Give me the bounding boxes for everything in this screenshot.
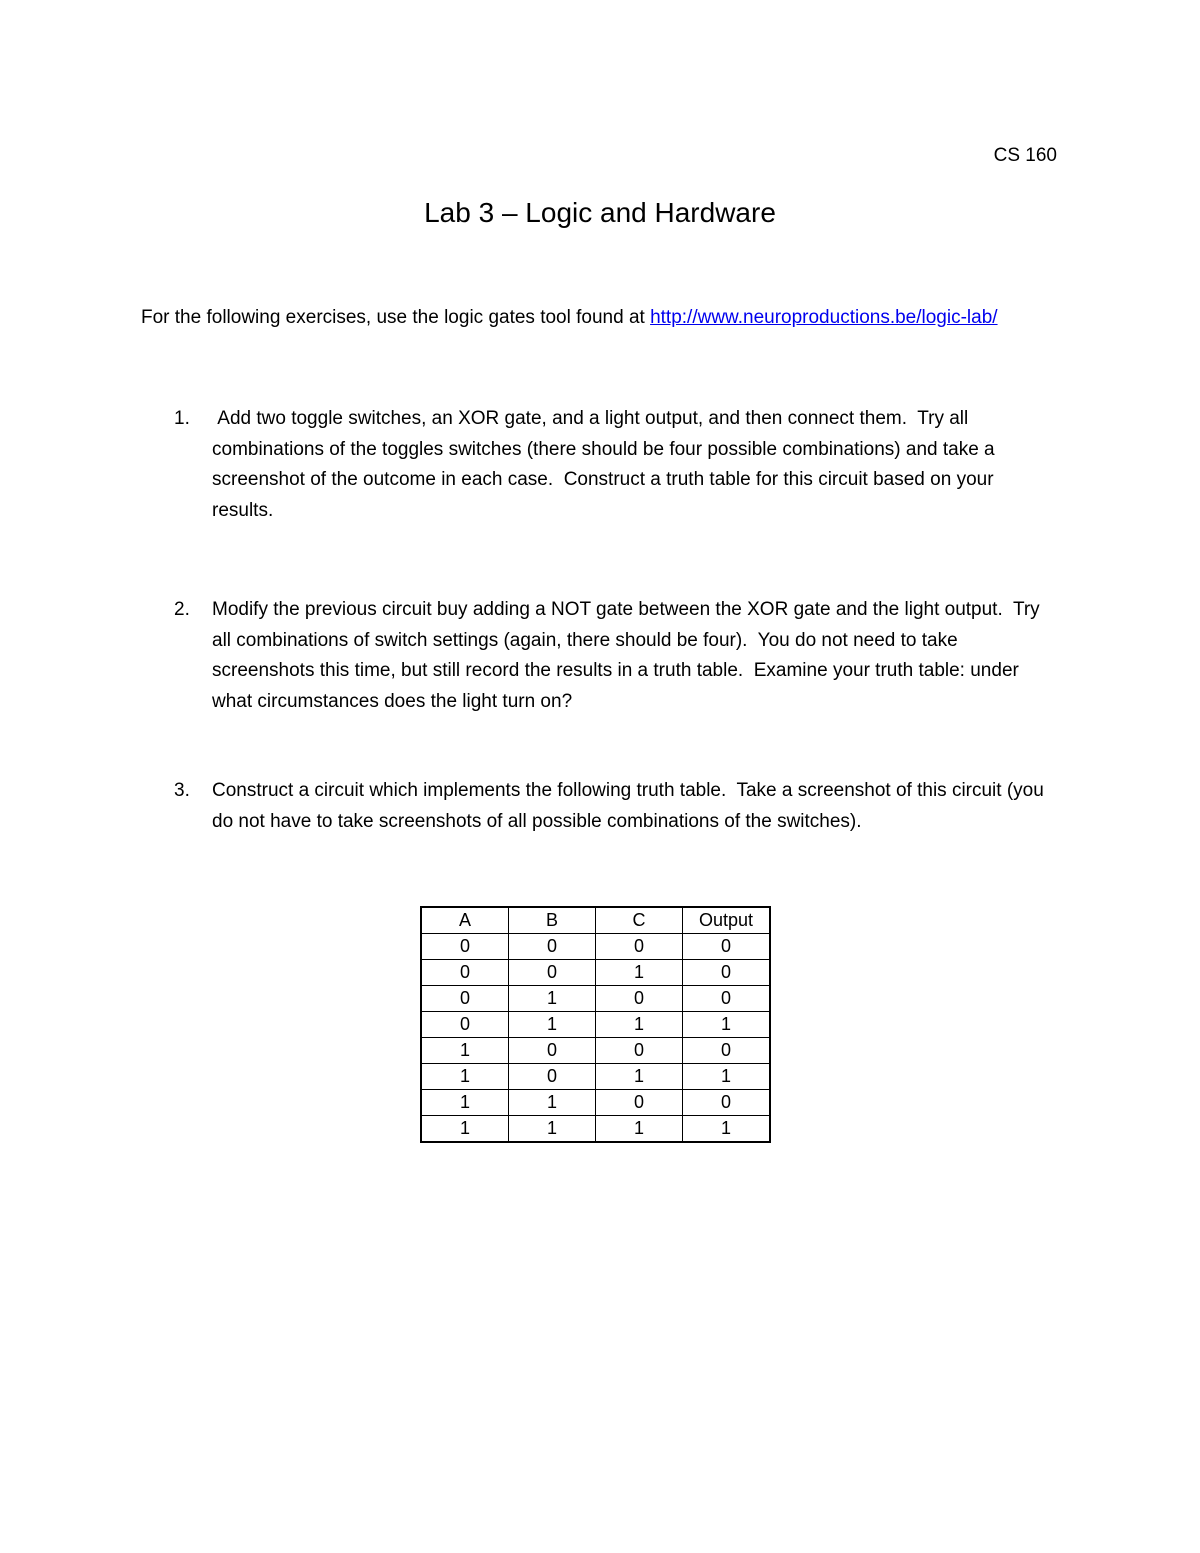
table-row	[421, 1116, 770, 1143]
table-cell: 1	[421, 1064, 509, 1090]
table-cell: 0	[509, 934, 596, 960]
table-cell: 0	[509, 1064, 596, 1090]
intro-paragraph	[141, 305, 1081, 331]
table-cell: 0	[596, 934, 683, 960]
table-cell: 0	[509, 960, 596, 986]
table-cell: 1	[509, 1090, 596, 1116]
table-cell: 1	[683, 1012, 771, 1038]
table-cell: 0	[683, 986, 771, 1012]
table-cell: 0	[596, 1090, 683, 1116]
table-row	[421, 1012, 770, 1038]
table-cell: 1	[596, 960, 683, 986]
column-header-b: B	[509, 907, 596, 934]
table-row	[421, 934, 770, 960]
table-cell: 0	[683, 934, 771, 960]
table-cell: 1	[509, 1116, 596, 1143]
table-cell: 0	[421, 934, 509, 960]
table-cell: 0	[683, 1038, 771, 1064]
table-row	[421, 1038, 770, 1064]
column-header-output: Output	[683, 907, 771, 934]
exercise-number: 2.	[174, 599, 190, 620]
table-cell: 1	[683, 1064, 771, 1090]
table-cell: 1	[421, 1116, 509, 1143]
table-cell: 0	[421, 960, 509, 986]
table-cell: 1	[421, 1090, 509, 1116]
table-row	[421, 986, 770, 1012]
table-cell: 0	[683, 960, 771, 986]
exercise-text: Add two toggle switches, an XOR gate, and a light output, and then connect them. Try all combinations of the toggles switches (there should be four possible combinations) and take a screenshot of the outcome in each case. Construct a truth table for this circuit based on your results.	[212, 408, 1000, 521]
table-cell: 1	[683, 1116, 771, 1143]
exercise-number: 3.	[174, 780, 190, 801]
exercise-2	[174, 595, 1054, 717]
table-row	[421, 1090, 770, 1116]
exercise-text: Construct a circuit which implements the following truth table. Take a screenshot of this circuit (you do not have to take screenshots of all possible combinations of the switches).	[212, 780, 1050, 832]
exercise-3	[174, 776, 1054, 837]
table-cell: 1	[421, 1038, 509, 1064]
column-header-a: A	[421, 907, 509, 934]
course-code: CS 160	[993, 145, 1057, 166]
exercise-text: Modify the previous circuit buy adding a NOT gate between the XOR gate and the light output. Try all combinations of switch settings (again, there should be four). You do not need to take screenshots this time, but still record the results in a truth table. Examine your truth table: under what circumstances does the light turn on?	[212, 599, 1045, 712]
table-cell: 1	[509, 1012, 596, 1038]
table-cell: 1	[596, 1012, 683, 1038]
page-title: Lab 3 – Logic and Hardware	[424, 197, 776, 228]
column-header-c: C	[596, 907, 683, 934]
truth-table-header-row	[421, 907, 770, 934]
table-cell: 0	[421, 1012, 509, 1038]
table-cell: 0	[596, 986, 683, 1012]
table-cell: 0	[683, 1090, 771, 1116]
exercise-1	[174, 404, 1054, 526]
logic-lab-link[interactable]: http://www.neuroproductions.be/logic-lab/	[650, 307, 998, 328]
table-cell: 0	[509, 1038, 596, 1064]
table-cell: 1	[596, 1064, 683, 1090]
intro-text: For the following exercises, use the logic gates tool found at	[141, 307, 651, 328]
exercise-number: 1.	[174, 408, 190, 429]
table-cell: 1	[509, 986, 596, 1012]
table-row	[421, 1064, 770, 1090]
table-row	[421, 960, 770, 986]
table-cell: 0	[596, 1038, 683, 1064]
table-cell: 0	[421, 986, 509, 1012]
truth-table	[420, 906, 771, 1143]
table-cell: 1	[596, 1116, 683, 1143]
